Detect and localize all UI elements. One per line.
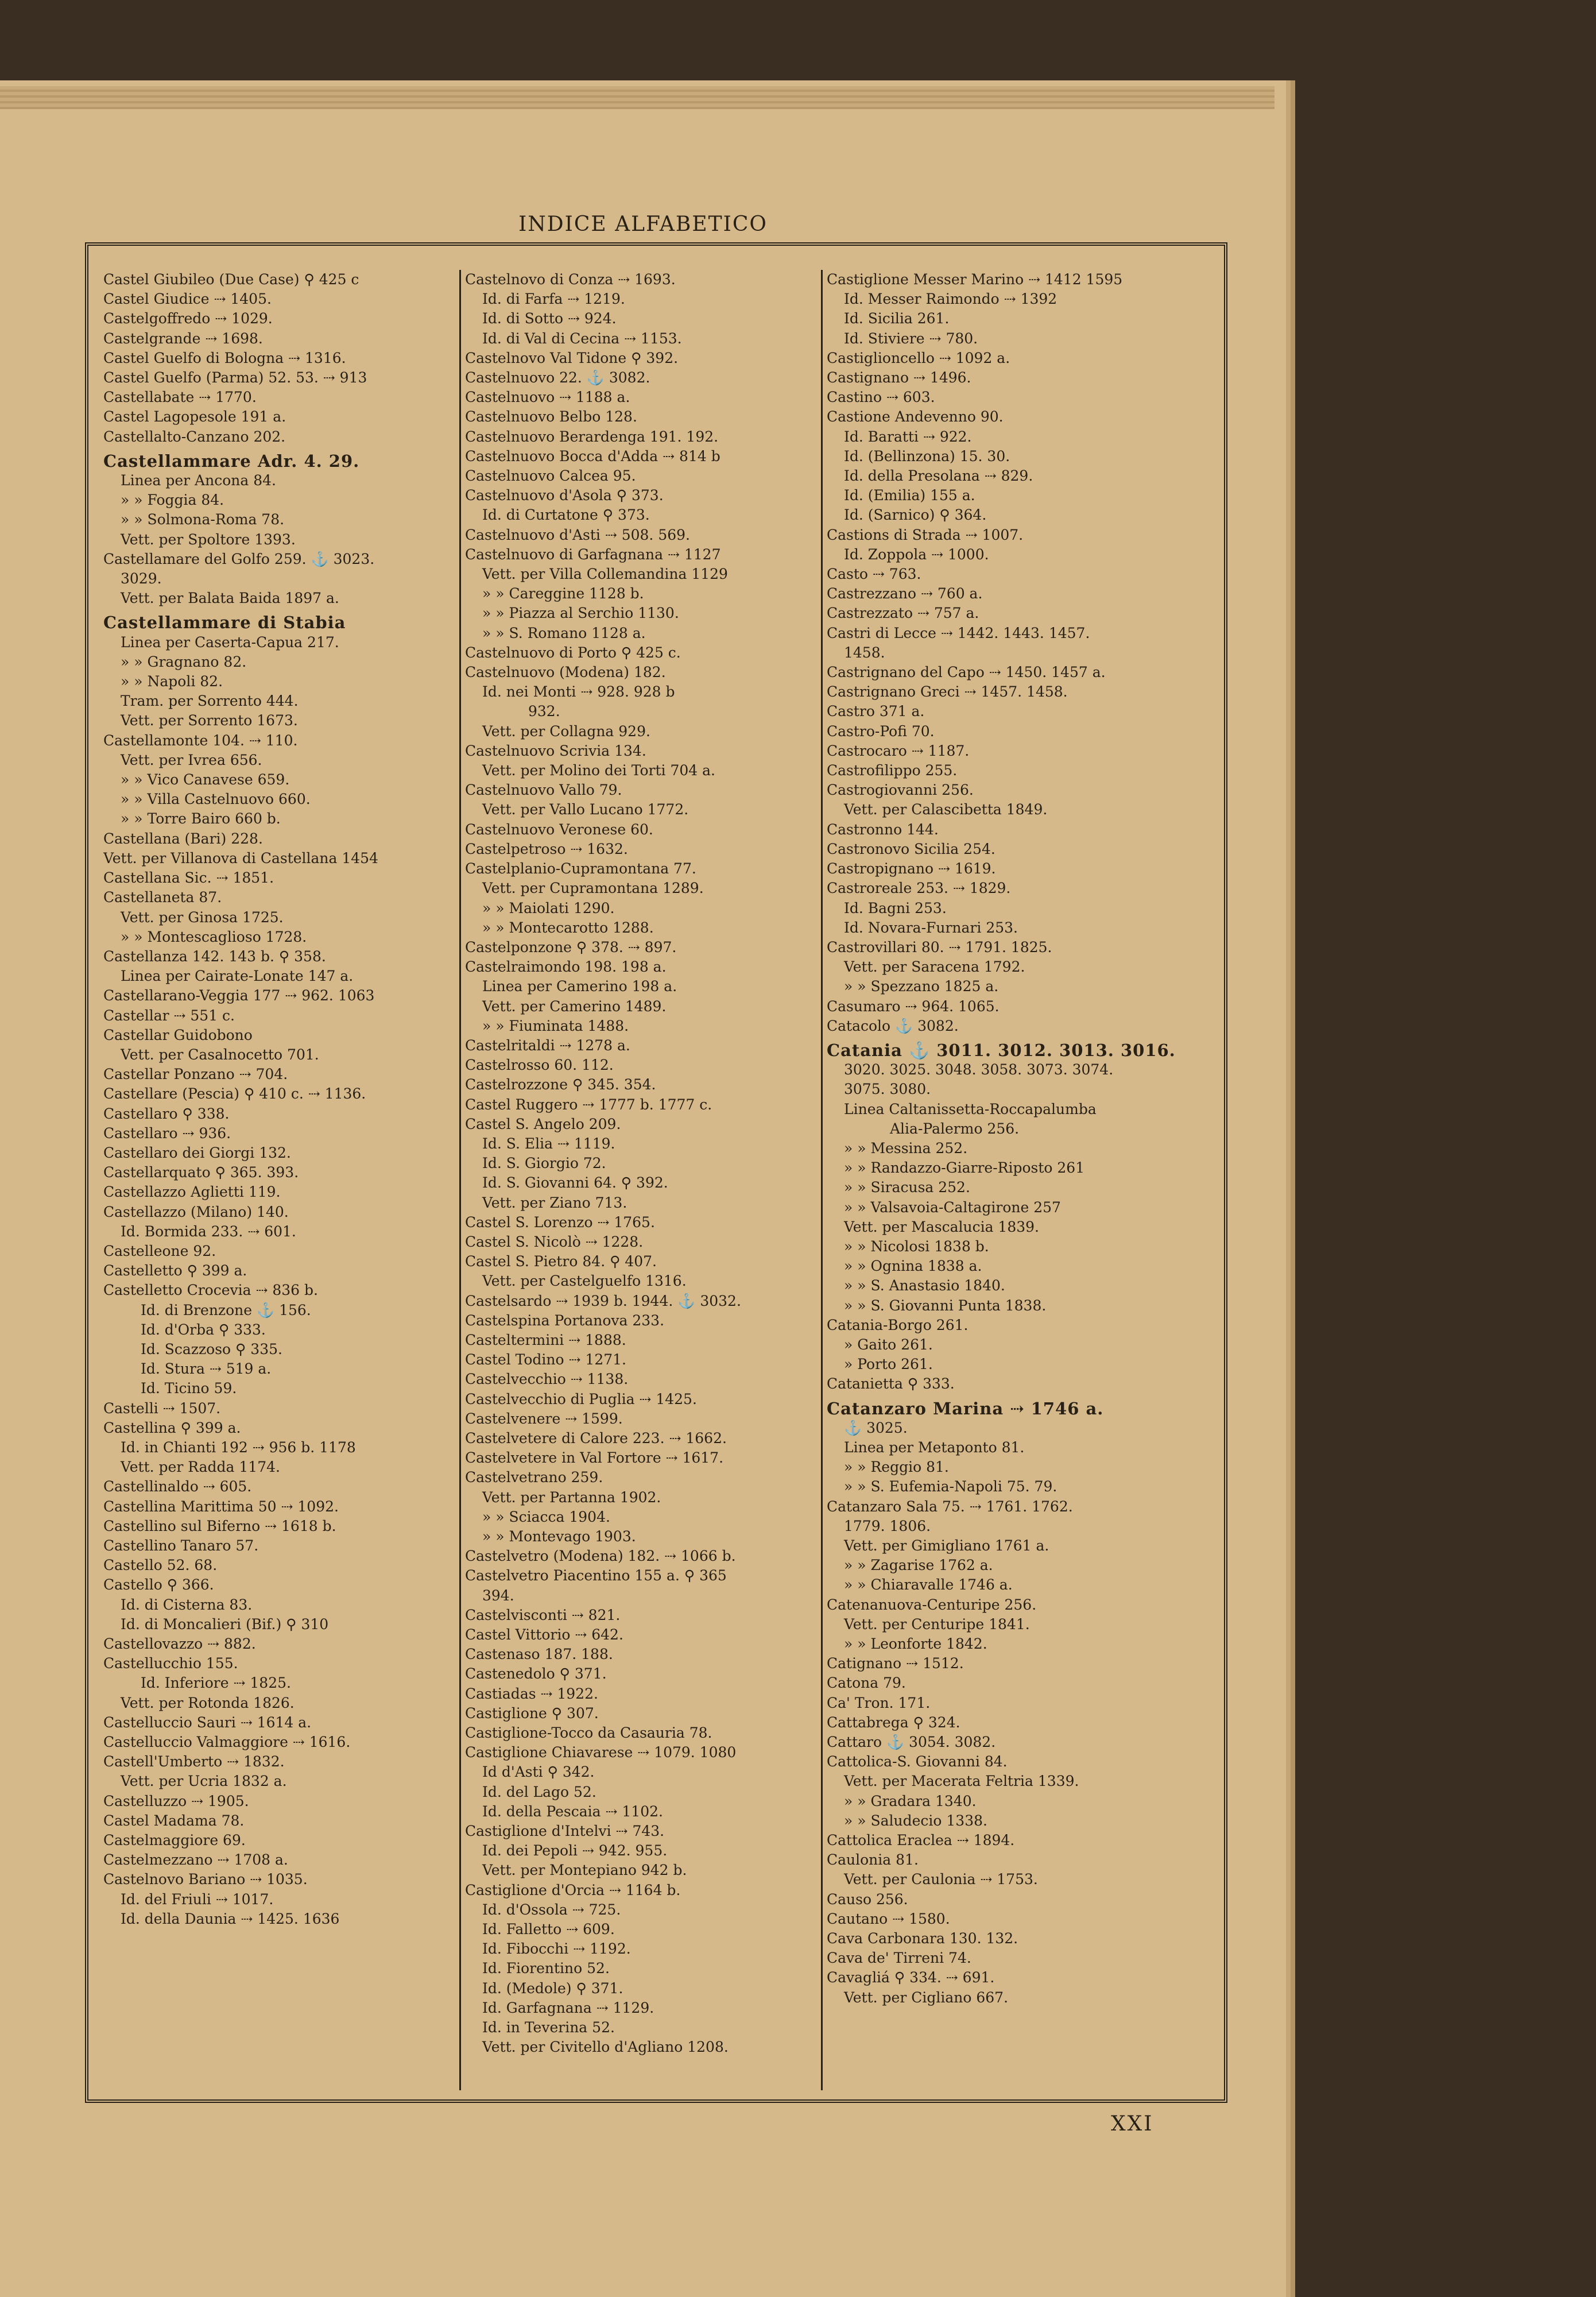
- index-entry: Caulonia 81.: [827, 1851, 919, 1869]
- index-entry: Vett. per Mascalucia 1839.: [844, 1218, 1039, 1235]
- index-entry: Castelvetere in Val Fortore ⇢ 1617.: [465, 1449, 724, 1467]
- index-entry: Castellinaldo ⇢ 605.: [103, 1478, 252, 1495]
- index-entry: Castiglioncello ⇢ 1092 a.: [827, 349, 1010, 366]
- index-entry: Tram. per Sorrento 444.: [121, 693, 299, 710]
- index-entry: Castronovo Sicilia 254.: [827, 840, 995, 857]
- index-entry: » » Messina 252.: [844, 1139, 968, 1157]
- index-entry: Vett. per Collagna 929.: [482, 722, 650, 740]
- index-entry: Id. Fibocchi ⇢ 1192.: [482, 1940, 631, 1958]
- index-entry: Castellaro ⇢ 936.: [103, 1124, 231, 1142]
- index-column-2: [465, 270, 821, 2096]
- index-entry: Id. nei Monti ⇢ 928. 928 b: [482, 683, 675, 701]
- index-entry: 3029.: [121, 570, 162, 587]
- index-entry: Id. (Bellinzona) 15. 30.: [844, 447, 1010, 465]
- index-entry: Castenaso 187. 188.: [465, 1646, 613, 1663]
- index-entry: » » Montescaglioso 1728.: [121, 928, 307, 945]
- index-entry: Castel S. Pietro 84. ⚲ 407.: [465, 1253, 657, 1270]
- index-entry: Castellana Sic. ⇢ 1851.: [103, 869, 274, 887]
- index-entry: Castiglione d'Intelvi ⇢ 743.: [465, 1823, 665, 1840]
- index-entry: Id. d'Ossola ⇢ 725.: [482, 1901, 621, 1918]
- index-entry: Id. Messer Raimondo ⇢ 1392: [844, 291, 1057, 308]
- index-column-3: [827, 270, 1183, 2096]
- index-entry: Id. in Chianti 192 ⇢ 956 b. 1178: [121, 1438, 356, 1456]
- index-entry: Id. Stura ⇢ 519 a.: [141, 1360, 272, 1378]
- index-entry: Castellina ⚲ 399 a.: [103, 1419, 241, 1436]
- index-entry: Castelmaggiore 69.: [103, 1832, 246, 1849]
- index-entry: Vett. per Cigliano 667.: [844, 1989, 1009, 2006]
- index-entry: Castrocaro ⇢ 1187.: [827, 742, 970, 759]
- index-entry: Causo 256.: [827, 1890, 908, 1908]
- index-entry: Vett. per Ucria 1832 a.: [121, 1773, 287, 1790]
- index-entry: Id. Stiviere ⇢ 780.: [844, 330, 978, 347]
- index-entry: Castelvecchio di Puglia ⇢ 1425.: [465, 1390, 697, 1407]
- index-entry: » » Maiolati 1290.: [482, 899, 615, 917]
- index-entry: Castelraimondo 198. 198 a.: [465, 958, 667, 976]
- index-entry: Castelvisconti ⇢ 821.: [465, 1606, 621, 1623]
- index-entry: Castropignano ⇢ 1619.: [827, 860, 996, 877]
- index-entry: Casto ⇢ 763.: [827, 566, 921, 583]
- index-entry: Vett. per Montepiano 942 b.: [482, 1862, 687, 1879]
- index-entry: » » Sciacca 1904.: [482, 1508, 610, 1525]
- index-entry: Castelnuovo ⇢ 1188 a.: [465, 389, 630, 406]
- index-entry: Id. Garfagnana ⇢ 1129.: [482, 1999, 654, 2016]
- index-entry: Castelnovo Bariano ⇢ 1035.: [103, 1871, 308, 1888]
- index-entry: Ca' Tron. 171.: [827, 1694, 931, 1711]
- index-entry: Id. del Lago 52.: [482, 1783, 596, 1800]
- index-entry: Castino ⇢ 603.: [827, 389, 935, 406]
- index-entry: Castellarano-Veggia 177 ⇢ 962. 1063: [103, 987, 375, 1004]
- index-entry: Castelletto ⚲ 399 a.: [103, 1262, 247, 1279]
- index-entry: Castel Vittorio ⇢ 642.: [465, 1626, 623, 1644]
- index-entry: Vett. per Rotonda 1826.: [121, 1694, 295, 1711]
- index-entry: Catanietta ⚲ 333.: [827, 1375, 955, 1393]
- index-entry: Castelnuovo d'Asti ⇢ 508. 569.: [465, 526, 690, 543]
- index-entry: Castrovillari 80. ⇢ 1791. 1825.: [827, 938, 1052, 956]
- index-entry: Castellana (Bari) 228.: [103, 830, 263, 847]
- index-entry: Castellazzo (Milano) 140.: [103, 1203, 289, 1220]
- index-entry: » » Montevago 1903.: [482, 1528, 636, 1545]
- index-entry: Castelnuovo di Porto ⚲ 425 c.: [465, 644, 681, 661]
- index-entry: Castel Todino ⇢ 1271.: [465, 1351, 626, 1368]
- index-entry: 932.: [528, 703, 560, 720]
- index-entry: Vett. per Ziano 713.: [482, 1194, 627, 1211]
- index-entry: Castellare (Pescia) ⚲ 410 c. ⇢ 1136.: [103, 1085, 366, 1103]
- index-entry: Castro-Pofi 70.: [827, 722, 935, 740]
- index-entry: Castellarquato ⚲ 365. 393.: [103, 1164, 299, 1181]
- index-entry: Cava Carbonara 130. 132.: [827, 1930, 1018, 1947]
- index-entry: Id. Ticino 59.: [141, 1380, 237, 1397]
- index-entry: » » Vico Canavese 659.: [121, 771, 290, 788]
- index-entry: Id. di Farfa ⇢ 1219.: [482, 291, 625, 308]
- index-entry: Vett. per Balata Baida 1897 a.: [121, 590, 339, 607]
- index-entry: Castel S. Angelo 209.: [465, 1115, 621, 1132]
- index-entry: Castrezzano ⇢ 760 a.: [827, 585, 983, 602]
- index-entry: Vett. per Calascibetta 1849.: [844, 801, 1048, 818]
- index-entry: Castrignano del Capo ⇢ 1450. 1457 a.: [827, 664, 1106, 681]
- index-entry: » Porto 261.: [844, 1356, 933, 1373]
- index-entry: Castellino Tanaro 57.: [103, 1537, 259, 1554]
- index-entry: » » Zagarise 1762 a.: [844, 1557, 993, 1574]
- index-entry: Castellucchio 155.: [103, 1655, 238, 1672]
- index-entry: Vett. per Macerata Feltria 1339.: [844, 1773, 1079, 1790]
- index-entry: » » Montecarotto 1288.: [482, 919, 654, 936]
- index-entry: » » Nicolosi 1838 b.: [844, 1238, 989, 1255]
- index-entry: Id. di Val di Cecina ⇢ 1153.: [482, 330, 682, 347]
- index-entry: » » Foggia 84.: [121, 492, 224, 509]
- index-entry: Castelponzone ⚲ 378. ⇢ 897.: [465, 938, 677, 956]
- index-entry: Cattaro ⚓ 3054. 3082.: [827, 1734, 996, 1751]
- index-entry: Catignano ⇢ 1512.: [827, 1655, 964, 1672]
- index-entry: » » Napoli 82.: [121, 673, 223, 690]
- index-entry: Castelnuovo d'Asola ⚲ 373.: [465, 487, 664, 504]
- index-entry: Castelvetrano 259.: [465, 1469, 603, 1486]
- index-entry: Id. di Moncalieri (Bif.) ⚲ 310: [121, 1615, 329, 1633]
- index-entry: Castrofilippo 255.: [827, 762, 958, 779]
- index-entry: 394.: [482, 1587, 514, 1604]
- index-entry: Vett. per Camerino 1489.: [482, 997, 667, 1015]
- index-entry: » » Fiuminata 1488.: [482, 1017, 629, 1034]
- index-entry: Castelvenere ⇢ 1599.: [465, 1410, 623, 1427]
- index-entry: » » Torre Bairo 660 b.: [121, 810, 281, 827]
- index-entry: Castelnuovo Berardenga 191. 192.: [465, 428, 719, 445]
- index-entry: Castelvetro (Modena) 182. ⇢ 1066 b.: [465, 1548, 736, 1565]
- index-entry: Castel Guelfo di Bologna ⇢ 1316.: [103, 349, 346, 366]
- page-edge-strip: [0, 86, 1275, 109]
- index-entry: Vett. per Cupramontana 1289.: [482, 880, 704, 897]
- index-entry: Linea per Metaponto 81.: [844, 1438, 1025, 1456]
- page-number: XXI: [1111, 2112, 1154, 2136]
- index-entry: Vett. per Radda 1174.: [121, 1459, 280, 1476]
- index-column-1: [103, 270, 459, 2096]
- index-entry: Vett. per Sorrento 1673.: [121, 712, 298, 729]
- index-entry: Id. di Curtatone ⚲ 373.: [482, 506, 650, 524]
- index-entry: Castel Giubileo (Due Case) ⚲ 425 c: [103, 271, 359, 288]
- index-entry: Castelplanio-Cupramontana 77.: [465, 860, 696, 877]
- index-entry: Vett. per Spoltore 1393.: [121, 531, 296, 548]
- index-entry: Castiglione Messer Marino ⇢ 1412 1595: [827, 271, 1123, 288]
- index-entry: Castellar Guidobono: [103, 1026, 253, 1043]
- index-entry: Vett. per Civitello d'Agliano 1208.: [482, 2039, 729, 2056]
- index-entry: » » Chiaravalle 1746 a.: [844, 1576, 1013, 1594]
- index-entry: Linea per Camerino 198 a.: [482, 978, 677, 995]
- index-entry: Id. Fiorentino 52.: [482, 1960, 610, 1977]
- index-entry: Castel Giudice ⇢ 1405.: [103, 291, 272, 308]
- index-entry: Casumaro ⇢ 964. 1065.: [827, 997, 1000, 1015]
- index-entry: Castellina Marittima 50 ⇢ 1092.: [103, 1498, 339, 1515]
- index-entry: Vett. per Casalnocetto 701.: [121, 1046, 319, 1063]
- index-entry: Cattabrega ⚲ 324.: [827, 1714, 960, 1731]
- index-entry: Id. Zoppola ⇢ 1000.: [844, 546, 989, 563]
- index-entry: Castelluccio Valmaggiore ⇢ 1616.: [103, 1734, 351, 1751]
- index-entry: Castellaro ⚲ 338.: [103, 1105, 230, 1122]
- index-entry: Id. Baratti ⇢ 922.: [844, 428, 972, 445]
- index-entry: Vett. per Saracena 1792.: [844, 958, 1025, 976]
- index-entry: Castiglione-Tocco da Casauria 78.: [465, 1724, 712, 1742]
- index-entry: Castel Madama 78.: [103, 1812, 245, 1829]
- index-entry: Castelgrande ⇢ 1698.: [103, 330, 263, 347]
- index-entry: » » Gradara 1340.: [844, 1792, 977, 1809]
- index-entry: Castellabate ⇢ 1770.: [103, 389, 257, 406]
- index-entry: » » S. Giovanni Punta 1838.: [844, 1297, 1047, 1314]
- index-entry: Alia-Palermo 256.: [890, 1120, 1020, 1137]
- index-entry: » Gaito 261.: [844, 1336, 933, 1353]
- index-entry: Vett. per Gimigliano 1761 a.: [844, 1537, 1049, 1554]
- index-entry: Castelrozzone ⚲ 345. 354.: [465, 1076, 656, 1093]
- index-entry: » » Reggio 81.: [844, 1459, 949, 1476]
- index-entry: Linea Caltanissetta-Roccapalumba: [844, 1100, 1097, 1117]
- index-entry: Castel S. Nicolò ⇢ 1228.: [465, 1233, 644, 1250]
- index-entry: Vett. per Castelguelfo 1316.: [482, 1273, 687, 1290]
- index-entry: Castione Andevenno 90.: [827, 408, 1004, 426]
- index-entry: Castelnuovo Belbo 128.: [465, 408, 637, 426]
- index-entry: Cautano ⇢ 1580.: [827, 1910, 950, 1927]
- index-entry: Id. della Daunia ⇢ 1425. 1636: [121, 1910, 340, 1927]
- index-entry: Castelnuovo Bocca d'Adda ⇢ 814 b: [465, 447, 720, 465]
- index-entry: Castronno 144.: [827, 821, 939, 838]
- index-entry: Castelvetere di Calore 223. ⇢ 1662.: [465, 1429, 727, 1447]
- index-entry: Castellamare del Golfo 259. ⚓ 3023.: [103, 550, 375, 567]
- index-entry: Castelnuovo di Garfagnana ⇢ 1127: [465, 546, 721, 563]
- index-entry: Castignano ⇢ 1496.: [827, 369, 971, 386]
- index-entry: Castelnovo Val Tidone ⚲ 392.: [465, 349, 679, 366]
- index-entry: Cattolica-S. Giovanni 84.: [827, 1753, 1008, 1770]
- index-entry: Vett. per Molino dei Torti 704 a.: [482, 762, 715, 779]
- index-entry: Id. dei Pepoli ⇢ 942. 955.: [482, 1842, 668, 1859]
- index-entry: Id. Scazzoso ⚲ 335.: [141, 1340, 282, 1358]
- index-entry: » » Careggine 1128 b.: [482, 585, 644, 602]
- index-entry: Catanzaro Sala 75. ⇢ 1761. 1762.: [827, 1498, 1073, 1515]
- index-entry: Id. Inferiore ⇢ 1825.: [141, 1675, 291, 1692]
- index-entry: Castelluzzo ⇢ 1905.: [103, 1792, 249, 1809]
- index-entry: Castellazzo Aglietti 119.: [103, 1184, 281, 1201]
- index-entry: Castelluccio Sauri ⇢ 1614 a.: [103, 1714, 312, 1731]
- index-entry: » » Ognina 1838 a.: [844, 1258, 982, 1275]
- index-entry: Castellamonte 104. ⇢ 110.: [103, 732, 298, 749]
- index-entry: Id. di Cisterna 83.: [121, 1596, 253, 1613]
- index-entry: Castel Guelfo (Parma) 52. 53. ⇢ 913: [103, 369, 367, 386]
- index-entry: Cava de' Tirreni 74.: [827, 1950, 971, 1967]
- index-entry: Id. Novara-Furnari 253.: [844, 919, 1018, 936]
- index-entry: Vett. per Centuripe 1841.: [844, 1615, 1030, 1633]
- index-entry: Castelnuovo Calcea 95.: [465, 467, 636, 485]
- index-entry: ⚓ 3025.: [844, 1419, 908, 1436]
- index-entry: Linea per Cairate-Lonate 147 a.: [121, 968, 354, 985]
- index-entry: Id. della Pescaia ⇢ 1102.: [482, 1803, 663, 1820]
- index-heading: Catanzaro Marina ⇢ 1746 a.: [827, 1398, 1104, 1418]
- index-entry: Castiglione d'Orcia ⇢ 1164 b.: [465, 1881, 681, 1898]
- column-divider: [459, 270, 461, 2090]
- index-entry: Castellaneta 87.: [103, 889, 222, 906]
- index-entry: Castelvecchio ⇢ 1138.: [465, 1371, 629, 1388]
- index-entry: Castiglione Chiavarese ⇢ 1079. 1080: [465, 1744, 737, 1761]
- index-entry: Castel Ruggero ⇢ 1777 b. 1777 c.: [465, 1096, 712, 1113]
- index-entry: Castelrosso 60. 112.: [465, 1057, 614, 1074]
- index-entry: » » Piazza al Serchio 1130.: [482, 605, 679, 622]
- index-entry: Castions di Strada ⇢ 1007.: [827, 526, 1024, 543]
- index-entry: Linea per Caserta-Capua 217.: [121, 633, 339, 651]
- index-entry: Catacolo ⚓ 3082.: [827, 1017, 959, 1034]
- index-entry: Castellanza 142. 143 b. ⚲ 358.: [103, 948, 326, 965]
- index-entry: Castelli ⇢ 1507.: [103, 1399, 221, 1417]
- index-entry: » » Villa Castelnuovo 660.: [121, 791, 311, 808]
- index-entry: » » Valsavoia-Caltagirone 257: [844, 1198, 1061, 1216]
- index-entry: Id. Bormida 233. ⇢ 601.: [121, 1223, 296, 1240]
- index-entry: Castro 371 a.: [827, 703, 925, 720]
- index-entry: Castenedolo ⚲ 371.: [465, 1665, 607, 1683]
- index-entry: Id. (Sarnico) ⚲ 364.: [844, 506, 987, 524]
- index-heading: Castellammare di Stabia: [103, 613, 346, 633]
- index-entry: Id. S. Giorgio 72.: [482, 1155, 606, 1172]
- index-entry: Id. di Sotto ⇢ 924.: [482, 310, 617, 327]
- index-entry: Castello ⚲ 366.: [103, 1576, 214, 1594]
- index-entry: Vett. per Partanna 1902.: [482, 1488, 661, 1506]
- index-entry: » » Saludecio 1338.: [844, 1812, 987, 1829]
- index-entry: Castelgoffredo ⇢ 1029.: [103, 310, 273, 327]
- index-entry: Castell'Umberto ⇢ 1832.: [103, 1753, 285, 1770]
- index-entry: Castiglione ⚲ 307.: [465, 1704, 599, 1722]
- index-entry: Cattolica Eraclea ⇢ 1894.: [827, 1832, 1015, 1849]
- index-entry: Id. Falletto ⇢ 609.: [482, 1921, 615, 1938]
- index-entry: Id. di Brenzone ⚓ 156.: [141, 1301, 311, 1318]
- index-entry: Cavagliá ⚲ 334. ⇢ 691.: [827, 1969, 995, 1986]
- index-entry: Castelpetroso ⇢ 1632.: [465, 840, 628, 857]
- index-entry: » » Randazzo-Giarre-Riposto 261: [844, 1159, 1085, 1177]
- index-entry: Vett. per Villa Collemandina 1129: [482, 566, 728, 583]
- index-entry: Castiadas ⇢ 1922.: [465, 1685, 598, 1702]
- index-entry: Castrignano Greci ⇢ 1457. 1458.: [827, 683, 1068, 701]
- index-entry: » » Gragnano 82.: [121, 653, 247, 670]
- index-entry: » » Spezzano 1825 a.: [844, 978, 999, 995]
- index-entry: Vett. per Villanova di Castellana 1454: [103, 849, 378, 867]
- index-entry: Id. d'Orba ⚲ 333.: [141, 1321, 266, 1338]
- index-entry: Catenanuova-Centuripe 256.: [827, 1596, 1037, 1613]
- index-entry: Vett. per Caulonia ⇢ 1753.: [844, 1871, 1038, 1888]
- index-entry: Castellar Ponzano ⇢ 704.: [103, 1066, 288, 1083]
- index-columns: [92, 270, 1223, 2096]
- index-entry: 1458.: [844, 644, 885, 661]
- index-entry: Castelsardo ⇢ 1939 b. 1944. ⚓ 3032.: [465, 1292, 741, 1309]
- index-entry: Castellalto-Canzano 202.: [103, 428, 286, 445]
- index-entry: » » S. Anastasio 1840.: [844, 1277, 1005, 1294]
- index-entry: Linea per Ancona 84.: [121, 472, 276, 489]
- index-entry: Castroreale 253. ⇢ 1829.: [827, 880, 1011, 897]
- index-entry: » » Siracusa 252.: [844, 1179, 970, 1196]
- index-entry: Castelleone 92.: [103, 1242, 216, 1259]
- index-entry: » » S. Eufemia-Napoli 75. 79.: [844, 1478, 1057, 1495]
- index-entry: Id. Bagni 253.: [844, 899, 947, 917]
- index-entry: Vett. per Vallo Lucano 1772.: [482, 801, 689, 818]
- index-entry: Castelnuovo Vallo 79.: [465, 782, 622, 799]
- index-entry: Castelnuovo (Modena) 182.: [465, 664, 666, 681]
- index-entry: Castellino sul Biferno ⇢ 1618 b.: [103, 1517, 336, 1534]
- index-entry: Castelvetro Piacentino 155 a. ⚲ 365: [465, 1567, 727, 1584]
- index-entry: Castelmezzano ⇢ 1708 a.: [103, 1851, 288, 1869]
- index-entry: Castellar ⇢ 551 c.: [103, 1007, 235, 1024]
- index-entry: Castellovazzo ⇢ 882.: [103, 1635, 256, 1653]
- index-entry: Castelletto Crocevia ⇢ 836 b.: [103, 1282, 318, 1299]
- index-entry: 3020. 3025. 3048. 3058. 3073. 3074.: [844, 1061, 1114, 1078]
- column-divider: [821, 270, 823, 2090]
- index-entry: Castelritaldi ⇢ 1278 a.: [465, 1037, 630, 1054]
- index-entry: Castelspina Portanova 233.: [465, 1312, 665, 1329]
- index-entry: Castel S. Lorenzo ⇢ 1765.: [465, 1213, 655, 1231]
- index-entry: Castel Lagopesole 191 a.: [103, 408, 286, 426]
- index-entry: Castri di Lecce ⇢ 1442. 1443. 1457.: [827, 624, 1090, 641]
- index-entry: Casteltermini ⇢ 1888.: [465, 1331, 626, 1348]
- index-entry: Castello 52. 68.: [103, 1557, 218, 1574]
- index-entry: Id. (Medole) ⚲ 371.: [482, 1979, 623, 1997]
- index-entry: Id. in Teverina 52.: [482, 2019, 615, 2036]
- index-entry: 1779. 1806.: [844, 1517, 931, 1534]
- index-entry: Castelnuovo Scrivia 134.: [465, 742, 646, 759]
- index-entry: » » Leonforte 1842.: [844, 1635, 987, 1653]
- index-heading: Castellammare Adr. 4. 29.: [103, 451, 360, 471]
- index-entry: Id. della Presolana ⇢ 829.: [844, 467, 1033, 485]
- index-entry: Castelnuovo Veronese 60.: [465, 821, 653, 838]
- index-entry: Catania-Borgo 261.: [827, 1316, 969, 1333]
- index-entry: Id. Sicilia 261.: [844, 310, 950, 327]
- index-entry: Castrogiovanni 256.: [827, 782, 974, 799]
- index-entry: Id d'Asti ⚲ 342.: [482, 1764, 595, 1781]
- page-header: INDICE ALFABETICO: [518, 212, 768, 236]
- index-heading: Catania ⚓ 3011. 3012. 3013. 3016.: [827, 1040, 1176, 1060]
- index-entry: Castrezzato ⇢ 757 a.: [827, 605, 979, 622]
- index-entry: Id. S. Giovanni 64. ⚲ 392.: [482, 1174, 668, 1192]
- index-entry: 3075. 3080.: [844, 1081, 931, 1098]
- index-entry: Catona 79.: [827, 1675, 906, 1692]
- index-entry: Vett. per Ginosa 1725.: [121, 908, 284, 926]
- index-entry: Castelnovo di Conza ⇢ 1693.: [465, 271, 676, 288]
- index-entry: Vett. per Ivrea 656.: [121, 751, 262, 768]
- index-entry: » » S. Romano 1128 a.: [482, 624, 646, 641]
- index-entry: Id. S. Elia ⇢ 1119.: [482, 1135, 615, 1152]
- index-entry: Castelnuovo 22. ⚓ 3082.: [465, 369, 650, 386]
- index-entry: » » Solmona-Roma 78.: [121, 511, 285, 528]
- index-entry: Id. (Emilia) 155 a.: [844, 487, 975, 504]
- index-entry: Id. del Friuli ⇢ 1017.: [121, 1890, 274, 1908]
- index-entry: Castellaro dei Giorgi 132.: [103, 1144, 291, 1161]
